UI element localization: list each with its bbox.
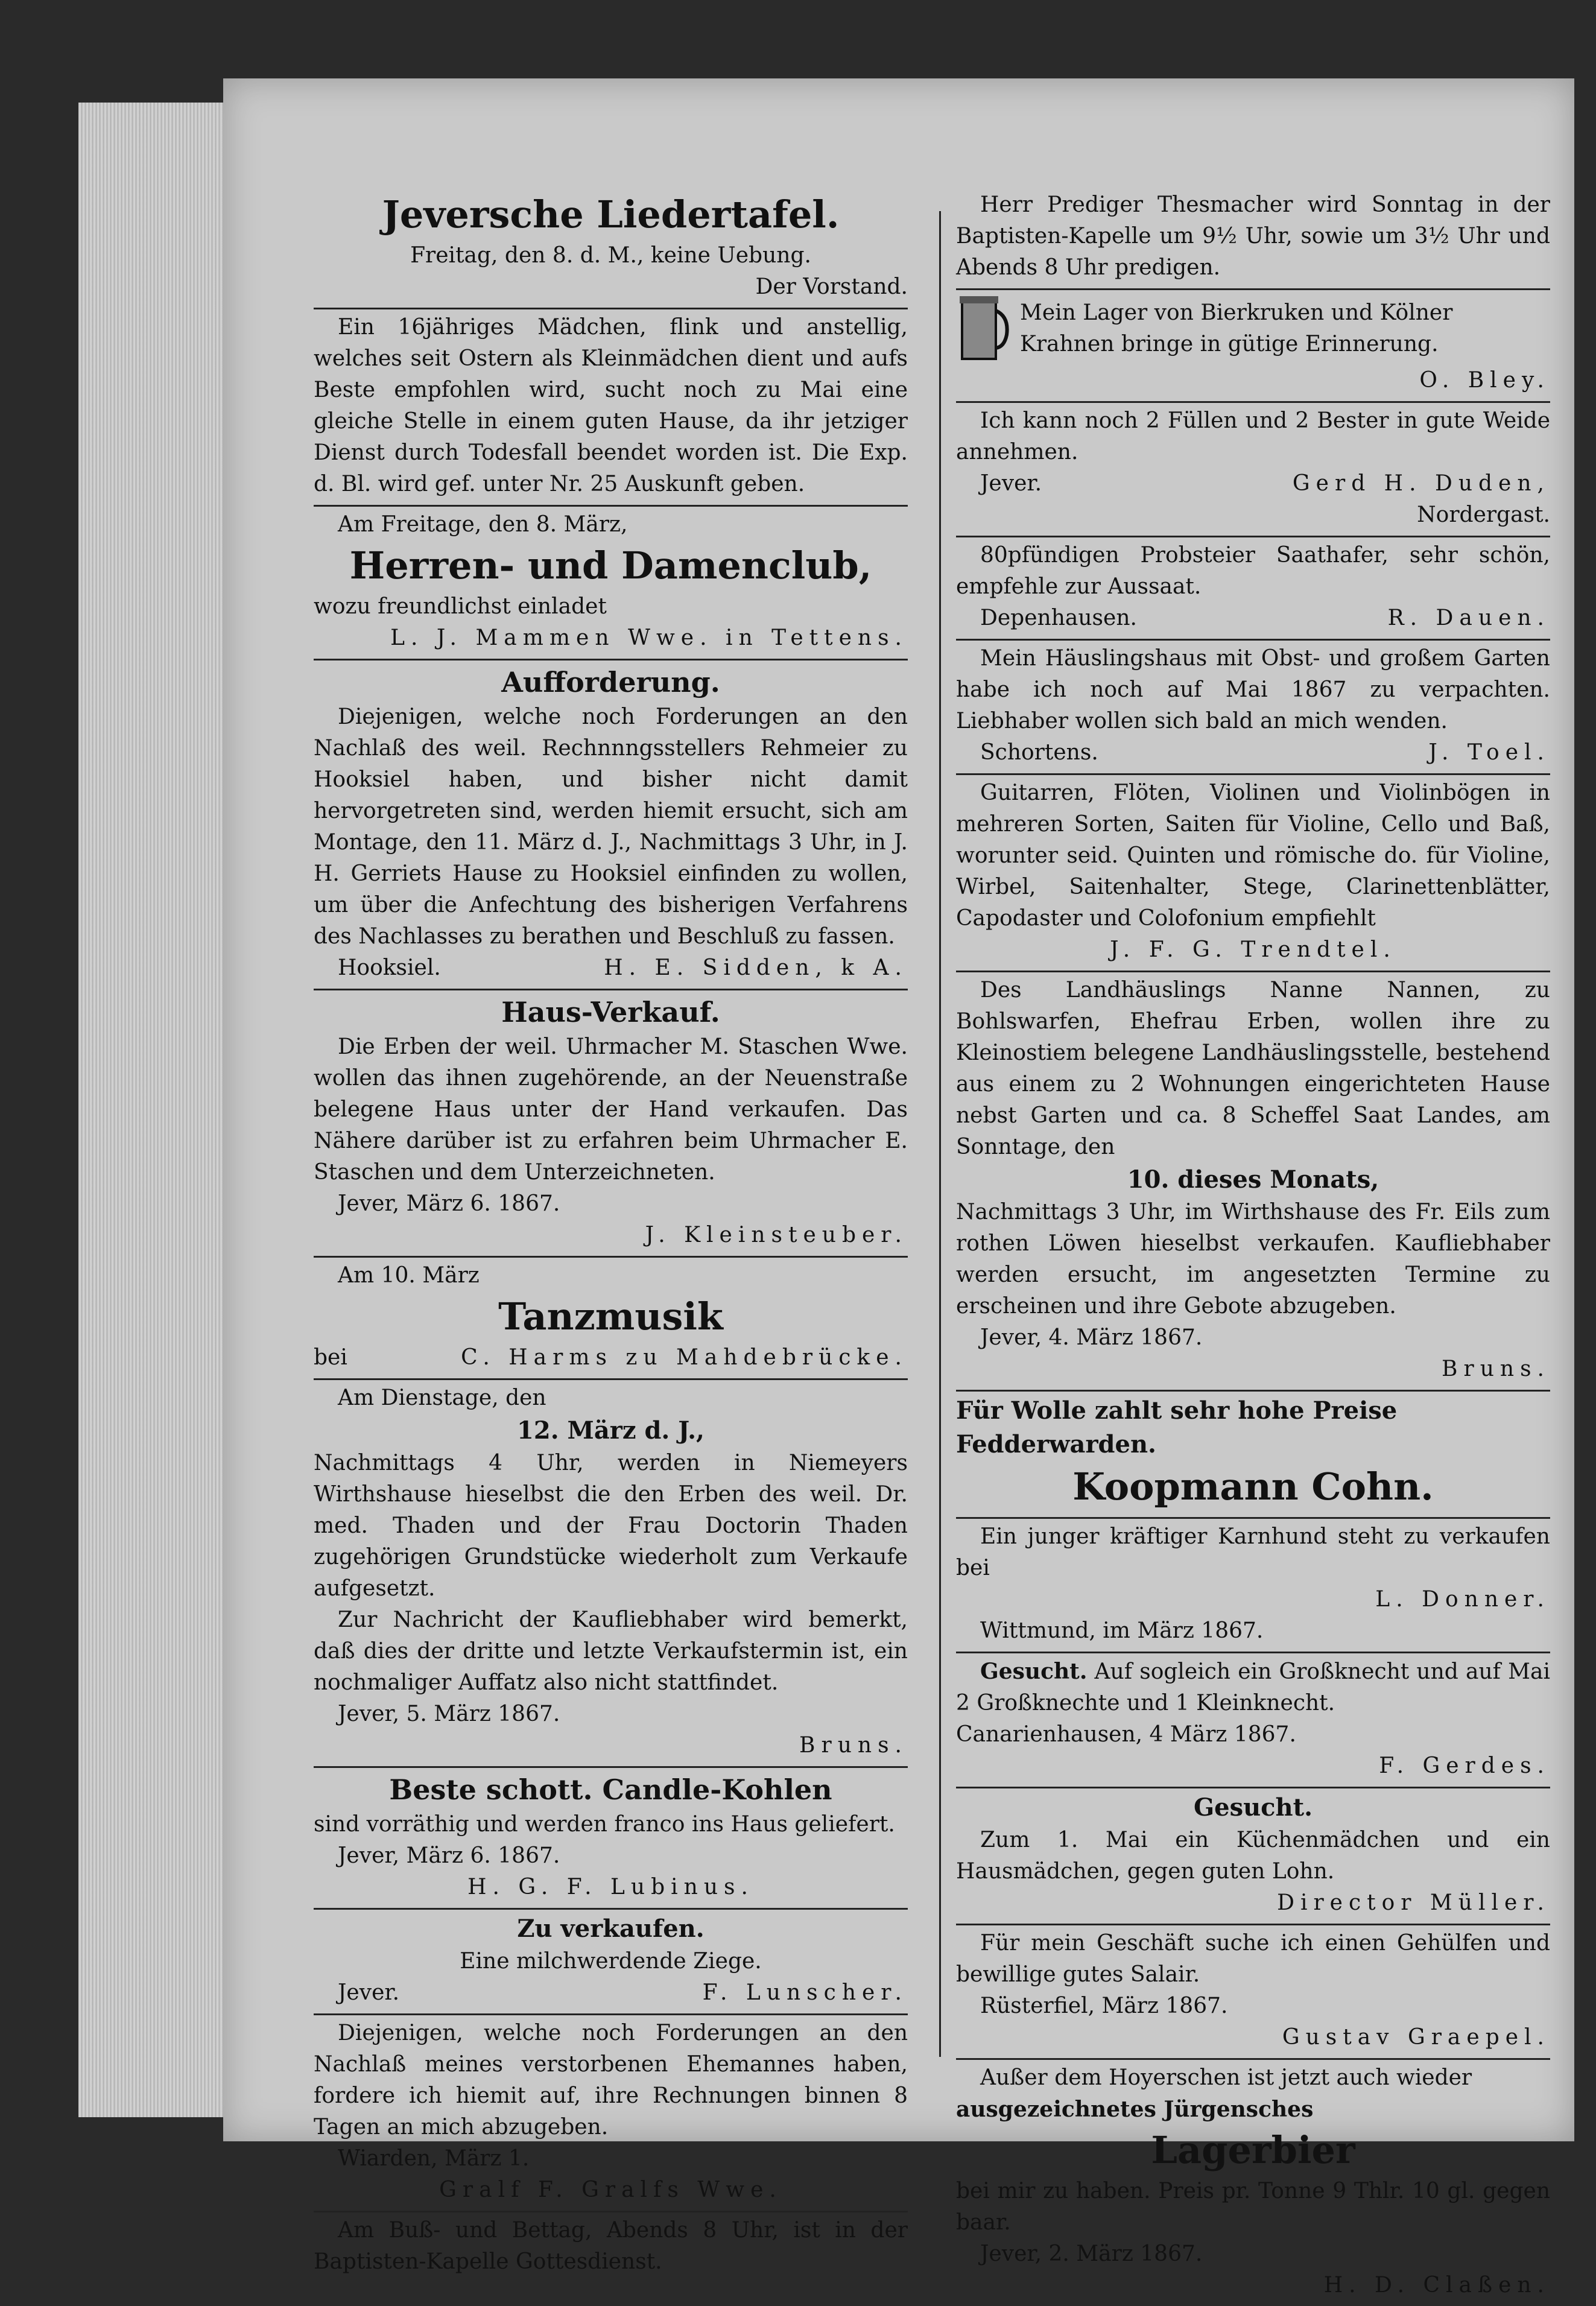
ad-text: Diejenigen, welche noch Forderungen an den Nachlaß des weil. Rechnnngsstellers Rehmeier zu Hooksiel haben, und bisher nicht damit hervorgetreten sind, werden hiemit ersucht, sich am Montage, den 11. März d. J., Nachmittags 3 Uhr, in J. H. Gerriets Hause zu Hooksiel einfinden zu wollen, um über die Anfechtung des bisherigen Verfahrens des Nachlasses zu berathen und Beschluß zu fassen.: [314, 705, 908, 949]
ad-signature: Gralf F. Gralfs Wwe.: [439, 2178, 782, 2202]
ad-date: Jever, 5. März 1867.: [338, 1702, 560, 1726]
ad-date: Am 10. März: [338, 1263, 480, 1288]
left-column: [314, 187, 908, 2282]
ad-lagerbier: [956, 2060, 1550, 2306]
ad-date: Jever, 4. März 1867.: [980, 1325, 1203, 1350]
ad-hausverkauf: [314, 990, 908, 1258]
ad-text: Für Wolle zahlt sehr hohe Preise: [956, 1396, 1398, 1425]
ad-heading: Gesucht.: [980, 1659, 1088, 1684]
ad-signature: F. Lunscher.: [702, 1980, 908, 2005]
ad-signature: L. Donner.: [1375, 1587, 1550, 1612]
ad-prediger: [956, 187, 1550, 290]
ad-text: sind vorräthig und werden franco ins Haus geliefert.: [314, 1812, 895, 1837]
ad-place: Jever.: [980, 471, 1042, 496]
ad-text: Guitarren, Flöten, Violinen und Violinbögen in mehreren Sorten, Saiten für Violine, Cello und Baß, worunter seid. Quinten und römische do. für Violine, Wirbel, Saitenhalter, Stege, Clarinettenblätter, Capodaster und Colofonium empfiehlt: [956, 781, 1550, 931]
newspaper-page: [223, 78, 1574, 2298]
ad-title: Gesucht.: [1193, 1793, 1313, 1822]
ad-text: Herr Prediger Thesmacher wird Sonntag in der Baptisten-Kapelle um 9½ Uhr, sowie um 3½ Uhr und Abends 8 Uhr predigen.: [956, 192, 1550, 280]
ad-text: Am Buß- und Bettag, Abends 8 Uhr, ist in der Baptisten-Kapelle Gottesdienst.: [314, 2218, 908, 2274]
ad-signature: J. Toel.: [1428, 740, 1550, 765]
ad-signature: Gustav Graepel.: [1282, 2025, 1550, 2050]
ad-signature: J. F. G. Trendtel.: [1110, 937, 1396, 962]
ad-text-2: bei mir zu haben. Preis pr. Tonne 9 Thlr. 10 gl. gegen baar.: [956, 2179, 1550, 2235]
ad-date: Am Freitage, den 8. März,: [338, 512, 628, 537]
ad-title: Aufforderung.: [501, 666, 720, 698]
ad-heading: 10. dieses Monats,: [1127, 1165, 1379, 1194]
ad-text: Für mein Geschäft suche ich einen Gehülfen und bewillige gutes Salair.: [956, 1931, 1550, 1987]
ad-text: Außer dem Hoyerschen ist jetzt auch wieder: [980, 2065, 1472, 2090]
ad-ziege: [314, 1910, 908, 2015]
ad-saathafer: [956, 537, 1550, 641]
book-page-edges: [78, 103, 235, 2117]
ad-signature: R. Dauen.: [1387, 606, 1550, 630]
ad-text-2: Nachmittags 3 Uhr, im Wirthshause des Fr. Eils zum rothen Löwen hieselbst verkaufen. Kaufliebhaber werden ersucht, im angesetzten Termine zu erscheinen und ihre Gebote abzugeben.: [956, 1200, 1550, 1319]
ad-bierkruken: [956, 290, 1550, 403]
ad-text: bei: [314, 1345, 347, 1370]
ad-date: Jever, März 6. 1867.: [338, 1191, 560, 1216]
ad-text: Freitag, den 8. d. M., keine Uebung.: [410, 243, 811, 268]
ad-signature: Director Müller.: [1277, 1890, 1550, 1915]
ad-text: Auf sogleich ein Großknecht und auf Mai 2 Großknechte und 1 Kleinknecht.: [956, 1659, 1551, 1715]
ad-signature: O. Bley.: [1419, 368, 1550, 393]
ad-grundstuecke: [314, 1380, 908, 1768]
mug-icon: [956, 293, 1010, 365]
ad-date: Jever, 2. März 1867.: [980, 2241, 1203, 2266]
ad-haeuslingshaus: [956, 641, 1550, 775]
ad-title: Zu verkaufen.: [517, 1915, 705, 1943]
ad-text: wozu freundlichst einladet: [314, 594, 607, 619]
ad-signature: H. D. Claßen.: [1323, 2273, 1550, 2298]
ad-karnhund: [956, 1519, 1550, 1653]
ad-signature: Bruns.: [799, 1733, 908, 1758]
ad-title: Haus-Verkauf.: [501, 996, 720, 1028]
ad-text: Des Landhäuslings Nanne Nannen, zu Bohlswarfen, Ehefrau Erben, wollen ihre zu Kleinostiem belegene Landhäuslingsstelle, bestehend aus einem zu 2 Wohnungen eingerichteten Hause nebst Garten und ca. 8 Scheffel Saat Landes, am Sonntage, den: [956, 978, 1550, 1159]
ad-date: Canarienhausen, 4 März 1867.: [956, 1722, 1296, 1747]
ad-signature: Bruns.: [1442, 1357, 1550, 1381]
ad-place: Jever.: [338, 1980, 400, 2005]
ad-title: Herren- und Damenclub,: [349, 543, 872, 588]
ad-signature: J. Kleinsteuber.: [645, 1223, 908, 1247]
ad-date: Wittmund, im März 1867.: [980, 1618, 1264, 1643]
column-divider: [939, 211, 941, 2057]
ad-text: Ein junger kräftiger Karnhund steht zu verkaufen bei: [956, 1524, 1550, 1580]
ad-text: Mein Häuslingshaus mit Obst- und großem Garten habe ich noch auf Mai 1867 zu verpachten. Liebhaber wollen sich bald an mich wenden.: [956, 646, 1550, 733]
ad-text-2: Zur Nachricht der Kaufliebhaber wird bemerkt, daß dies der dritte und letzte Verkaufstermin ist, ein nochmaliger Auffatz also nicht stattfindet.: [314, 1608, 908, 1695]
right-column: [956, 187, 1550, 2306]
ad-heading: 12. März d. J.,: [517, 1416, 705, 1445]
ad-title: Jeversche Liedertafel.: [382, 192, 840, 236]
ad-gehuelfe: [956, 1925, 1550, 2060]
ad-place: Depenhausen.: [980, 606, 1137, 630]
ad-signature-2: Nordergast.: [1417, 502, 1550, 527]
ad-guitarren: [956, 775, 1550, 972]
ad-signature: Gerd H. Duden,: [1292, 471, 1550, 496]
ad-signature: H. E. Sidden, k A.: [604, 955, 908, 980]
ad-text: Diejenigen, welche noch Forderungen an den Nachlaß meines verstorbenen Ehemannes haben, fordere ich hiemit auf, ihre Rechnungen binnen 8 Tagen an mich abzugeben.: [314, 2021, 908, 2140]
ad-text: 80pfündigen Probsteier Saathafer, sehr schön, empfehle zur Aussaat.: [956, 543, 1550, 599]
ad-wolle: [956, 1392, 1550, 1519]
ad-signature: L. J. Mammen Wwe. in Tettens.: [390, 626, 908, 650]
ad-text: Die Erben der weil. Uhrmacher M. Staschen Wwe. wollen das ihnen zugehörende, an der Neuenstraße belegene Haus unter der Hand verkaufen. Das Nähere darüber ist zu erfahren beim Uhrmacher E. Staschen und dem Unterzeichneten.: [314, 1034, 908, 1185]
ad-landhaeusling: [956, 972, 1550, 1392]
ad-text: Eine milchwerdende Ziege.: [460, 1949, 762, 1974]
ad-text: Ein 16jähriges Mädchen, flink und anstellig, welches seit Ostern als Kleinmädchen dient und aufs Beste empfohlen wird, sucht noch zu Mai eine gleiche Stelle in einem guten Hause, da ihr jetziger Dienst durch Todesfall beendet worden ist. Die Exp. d. Bl. wird gef. unter Nr. 25 Auskunft geben.: [314, 315, 908, 496]
ad-place: Schortens.: [980, 740, 1098, 765]
ad-maedchen: [314, 309, 908, 507]
ad-title: Beste schott. Candle-Kohlen: [389, 1773, 832, 1806]
ad-place: Hooksiel.: [338, 955, 441, 980]
ad-text: Ich kann noch 2 Füllen und 2 Bester in gute Weide annehmen.: [956, 408, 1550, 464]
ad-date: Jever, März 6. 1867.: [338, 1843, 560, 1868]
ad-kohlen: [314, 1768, 908, 1910]
ad-subheading: ausgezeichnetes Jürgensches: [956, 2097, 1314, 2122]
ad-date: Am Dienstage, den: [338, 1386, 546, 1410]
ad-title: Lagerbier: [1151, 2128, 1355, 2172]
ad-gottesdienst: [314, 2213, 908, 2282]
ad-signature: Der Vorstand.: [755, 274, 908, 299]
ad-text: Nachmittags 4 Uhr, werden in Niemeyers Wirthshause hieselbst die den Erben des weil. Dr. med. Thaden und der Frau Doctorin Thaden zugehörigen Grundstücke wiederholt zum Verkaufe aufgesetzt.: [314, 1451, 908, 1601]
ad-title: Koopmann Cohn.: [1072, 1465, 1434, 1509]
ad-date: Rüsterfiel, März 1867.: [980, 1994, 1228, 2018]
ad-signature: F. Gerdes.: [1379, 1753, 1550, 1778]
ad-text: Zum 1. Mai ein Küchenmädchen und ein Hausmädchen, gegen guten Lohn.: [956, 1828, 1550, 1884]
ad-tanzmusik: [314, 1258, 908, 1380]
ad-liedertafel: [314, 187, 908, 309]
ad-grossknecht: [956, 1653, 1550, 1788]
ad-fuellen: [956, 403, 1550, 537]
ad-text: Mein Lager von Bierkruken und Kölner Krahnen bringe in gütige Erinnerung.: [1020, 300, 1453, 356]
ad-nachlass: [314, 2015, 908, 2213]
ad-kuechenmaedchen: [956, 1788, 1550, 1925]
ad-signature: H. G. F. Lubinus.: [467, 1875, 754, 1899]
ad-title: Tanzmusik: [498, 1294, 723, 1338]
ad-aufforderung: [314, 660, 908, 990]
ad-signature: C. Harms zu Mahdebrücke.: [461, 1345, 908, 1370]
ad-text-2: Fedderwarden.: [956, 1430, 1156, 1459]
ad-date: Wiarden, März 1.: [338, 2146, 530, 2171]
ad-damenclub: [314, 507, 908, 660]
